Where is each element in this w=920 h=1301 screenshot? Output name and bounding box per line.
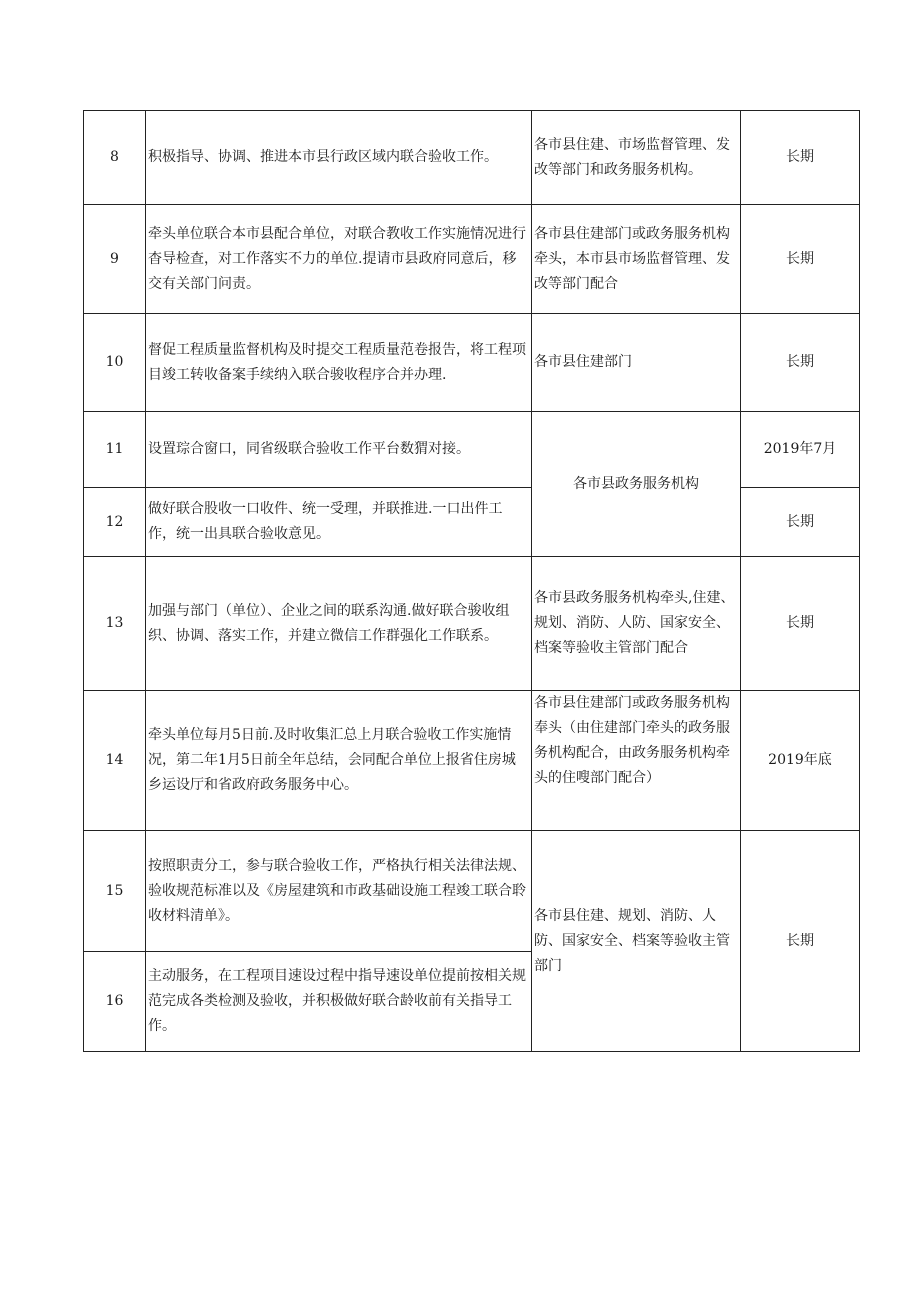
task-cell: 主动服务，在工程项目速设过程中指导速设单位提前按相关规范完成各类检测及验收，并积极做好联合龄收前有关指导工作。 (146, 952, 532, 1052)
table-row (84, 205, 860, 314)
row-number: 15 (84, 831, 146, 952)
deadline-cell: 长期 (741, 557, 860, 691)
department-cell: 各市县政务服务机构牵头,住建、规划、消防、人防、国家安全、档案等验收主管部门配合 (532, 557, 741, 691)
department-cell: 各市县住建部门或政务服务机构牵头，本市县市场监督管理、发改等部门配合 (532, 205, 741, 314)
task-cell: 做好联合股收一口收件、统一受理，并联推进.一口出件工作，统一出具联合验收意见。 (146, 488, 532, 557)
deadline-cell: 长期 (741, 111, 860, 205)
table-row (84, 111, 860, 205)
table-row (84, 412, 860, 488)
row-number: 11 (84, 412, 146, 488)
department-cell: 各市县住建部门或政务服务机构奉头（由住建部门牵头的政务服务机构配合，由政务服务机构牵头的住嗖部门配合） (532, 691, 741, 831)
table-row (84, 488, 860, 557)
deadline-cell: 长期 (741, 205, 860, 314)
deadline-cell: 2019年底 (741, 691, 860, 831)
task-cell: 牵头单位每月5日前.及时收集汇总上月联合验收工作实施情况，第二年1月5日前全年总结，会同配合单位上报省住房城乡运设厅和省政府政务服务中心。 (146, 691, 532, 831)
row-number: 9 (84, 205, 146, 314)
table-row (84, 314, 860, 412)
task-cell: 督促工程质量监督机构及时提交工程质量范卷报告，将工程项目竣工转收备案手续纳入联合骏收程序合并办理. (146, 314, 532, 412)
row-number: 16 (84, 952, 146, 1052)
deadline-cell: 长期 (741, 488, 860, 557)
task-cell: 加强与部门（单位）、企业之间的联系沟通.做好联合骏收组织、协调、落实工作，并建立微信工作群强化工作联系。 (146, 557, 532, 691)
table-row (84, 691, 860, 831)
row-number: 10 (84, 314, 146, 412)
department-cell-shared: 各市县住建、规划、消防、人防、国家安全、档案等验收主管部门 (532, 831, 741, 1052)
row-number: 13 (84, 557, 146, 691)
deadline-cell-shared: 长期 (741, 831, 860, 1052)
department-cell: 各市县住建、市场监督管理、发改等部门和政务服务机构。 (532, 111, 741, 205)
row-number: 14 (84, 691, 146, 831)
task-cell: 积极指导、协调、推进本市县行政区域内联合验收工作。 (146, 111, 532, 205)
task-cell: 设置琮合窗口，同省级联合验收工作平台数猬对接。 (146, 412, 532, 488)
deadline-cell: 长期 (741, 314, 860, 412)
department-cell-shared: 各市县政务服务机构 (532, 412, 741, 557)
task-cell: 牵头单位联合本市县配合单位，对联合教收工作实施情况进行杳导检查，对工作落实不力的单位.提请市县政府同意后，移交有关部门问责。 (146, 205, 532, 314)
task-cell: 按照职责分工，参与联合验收工作，严格执行相关法律法规、验收规范标准以及《房屋建筑和市政基础设施工程竣工联合聆收材料清单》。 (146, 831, 532, 952)
table-row (84, 557, 860, 691)
task-table (83, 110, 860, 1052)
department-cell: 各市县住建部门 (532, 314, 741, 412)
row-number: 8 (84, 111, 146, 205)
row-number: 12 (84, 488, 146, 557)
table-row (84, 831, 860, 952)
deadline-cell: 2019年7月 (741, 412, 860, 488)
